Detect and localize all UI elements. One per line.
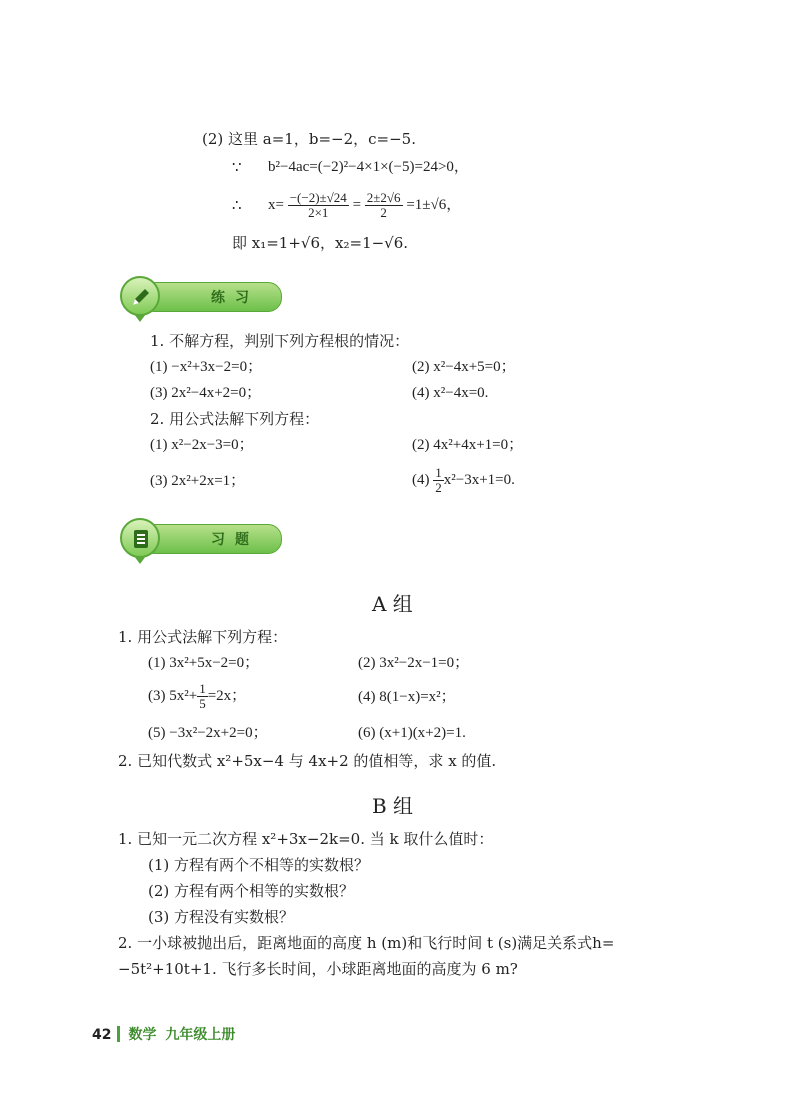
- exercises-label: 习题: [211, 532, 259, 548]
- fraction-1-denominator: 2×1: [308, 205, 329, 221]
- page-footer: [92, 1024, 235, 1044]
- a1-item-3-left: (3) 5x²+: [148, 688, 198, 704]
- because-symbol: ∵: [232, 158, 242, 176]
- fraction-1-numerator: −(−2)±√24: [289, 190, 347, 206]
- item-4-expression: x²−3x+1=0.: [443, 472, 515, 488]
- exercises-badge-pointer: [134, 556, 146, 564]
- pencil-icon: [120, 276, 160, 316]
- practice-q1-item-4: (4) x²−4x=0.: [412, 385, 489, 401]
- exercises-pill: [140, 524, 282, 554]
- b1-item-1: (1) 方程有两个不相等的实数根？: [148, 856, 370, 874]
- practice-q2-item-4: [412, 460, 515, 500]
- solution-line-1: (2) 这里 a=1，b=−2，c=−5.: [202, 130, 416, 148]
- practice-pill: [140, 282, 282, 312]
- exercises-badge: [120, 518, 290, 558]
- a2-question: 2. 已知代数式 x²+5x−4 与 4x+2 的值相等，求 x 的值.: [118, 752, 497, 770]
- fraction-2-numerator: 2±2√6: [366, 190, 401, 206]
- a1-item-3: [148, 676, 246, 716]
- a1-item-4: (4) 8(1−x)=x²；: [358, 689, 456, 705]
- practice-q1-item-1: (1) −x²+3x−2=0；: [150, 359, 263, 375]
- fraction-2-denominator: 2: [380, 205, 387, 221]
- practice-q2-title: 2. 用公式法解下列方程：: [150, 410, 320, 428]
- practice-q2-item-1: (1) x²−2x−3=0；: [150, 437, 254, 453]
- subject-label: 数学: [128, 1027, 157, 1043]
- practice-q1-item-2: (2) x²−4x+5=0；: [412, 359, 516, 375]
- practice-label: 练习: [211, 290, 259, 306]
- practice-q2-item-3: (3) 2x²+2x=1；: [150, 473, 246, 489]
- fifth-fraction: [197, 682, 208, 711]
- b2-line-2: −5t²+10t+1. 飞行多长时间，小球距离地面的高度为 6 m?: [118, 960, 518, 978]
- solution-line-4: 即 x₁=1+√6，x₂=1−√6.: [232, 234, 409, 252]
- fifth-denominator: 5: [199, 696, 206, 712]
- fraction-1: [288, 191, 349, 220]
- notebook-icon: [120, 518, 160, 558]
- a1-item-3-right: =2x；: [207, 688, 247, 704]
- grade-label: 九年级上册: [165, 1027, 236, 1043]
- half-fraction: [433, 466, 444, 495]
- half-denominator: 2: [435, 480, 442, 496]
- solution-line-2: b²−4ac=(−2)²−4×1×(−5)=24>0，: [268, 159, 469, 175]
- a1-item-2: (2) 3x²−2x−1=0；: [358, 655, 470, 671]
- a1-item-1: (1) 3x²+5x−2=0；: [148, 655, 260, 671]
- half-numerator: 1: [435, 465, 442, 481]
- x-equals: x=: [268, 197, 284, 213]
- solution-line-3: [268, 184, 461, 226]
- fraction-2: [365, 191, 403, 220]
- group-b-heading: B 组: [372, 794, 414, 818]
- a1-title: 1. 用公式法解下列方程：: [118, 628, 288, 646]
- page-number: 42: [92, 1027, 112, 1043]
- practice-badge: [120, 276, 290, 316]
- footer-divider: [117, 1026, 120, 1042]
- fifth-numerator: 1: [199, 681, 206, 697]
- therefore-symbol: ∴: [232, 196, 242, 214]
- a1-item-5: (5) −3x²−2x+2=0；: [148, 725, 268, 741]
- item-4-label: (4): [412, 472, 430, 488]
- group-a-heading: A 组: [372, 592, 413, 616]
- practice-q2-item-2: (2) 4x²+4x+1=0；: [412, 437, 524, 453]
- equals-sign: =: [352, 197, 362, 213]
- practice-q1-item-3: (3) 2x²−4x+2=0；: [150, 385, 262, 401]
- b1-item-3: (3) 方程没有实数根？: [148, 908, 295, 926]
- a1-item-6: (6) (x+1)(x+2)=1.: [358, 725, 466, 741]
- b2-line-1: 2. 一小球被抛出后，距离地面的高度 h (m)和飞行时间 t (s)满足关系式h=: [118, 934, 615, 952]
- result: =1±√6，: [406, 197, 462, 213]
- b1-item-2: (2) 方程有两个相等的实数根？: [148, 882, 355, 900]
- practice-badge-pointer: [134, 314, 146, 322]
- b1-title: 1. 已知一元二次方程 x²+3x−2k=0. 当 k 取什么值时：: [118, 830, 494, 848]
- practice-q1-title: 1. 不解方程，判别下列方程根的情况：: [150, 332, 410, 350]
